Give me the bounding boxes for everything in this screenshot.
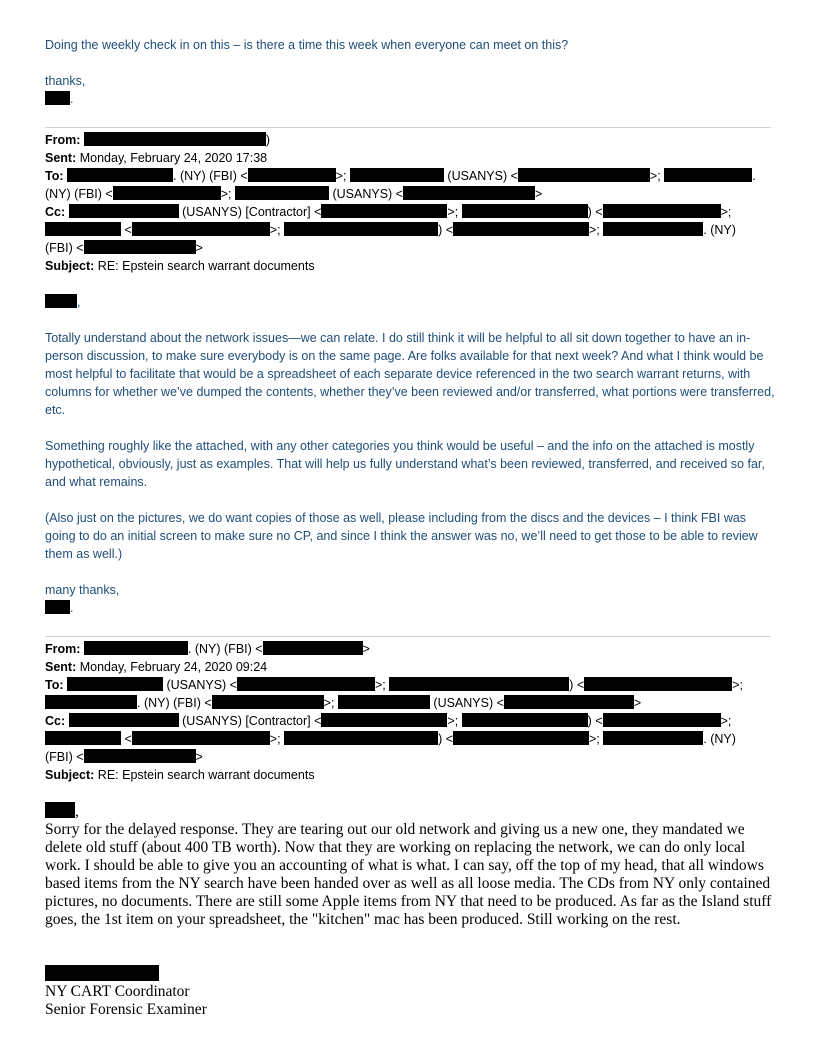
email3-sent: Sent: Monday, February 24, 2020 09:24	[45, 660, 268, 674]
separator	[45, 636, 771, 637]
email3-subject: Subject: RE: Epstein search warrant documents	[45, 768, 315, 782]
redaction	[603, 204, 721, 218]
redaction	[664, 168, 752, 182]
redaction	[603, 222, 703, 236]
email3-to-line2: . (NY) (FBI) < >; (USANYS) < >	[45, 694, 641, 712]
redaction	[45, 731, 121, 745]
redaction	[284, 222, 438, 236]
redaction	[113, 186, 221, 200]
redaction	[338, 695, 430, 709]
email2-cc-line3: (FBI) < >	[45, 241, 203, 255]
redaction	[284, 731, 438, 745]
email2-to-line2: (NY) (FBI) < >; (USANYS) < >	[45, 187, 543, 201]
redaction	[84, 240, 196, 254]
redaction	[518, 168, 650, 182]
email3-cc-line3: (FBI) < >	[45, 750, 203, 764]
redaction	[69, 204, 179, 218]
email2-cc-line1: Cc: (USANYS) [Contractor] < >; ) < >;	[45, 205, 732, 219]
email1-body: Doing the weekly check in on this – is there a time this week when everyone can meet on this?	[45, 38, 569, 52]
email2-sent: Sent: Monday, February 24, 2020 17:38	[45, 151, 268, 165]
email2-from: From: )	[45, 133, 271, 147]
redaction	[132, 222, 270, 236]
redaction	[45, 91, 70, 105]
separator	[45, 127, 771, 128]
email3-body: Sorry for the delayed response. They are tearing out our old network and giving us a new one, they mandated we delete old stuff (about 400 TB worth). Now that they are working on replacing the network, we can do only local work. I should be able to give you an accounting of what is what. I can say, off the top of my head, that all windows based items from the NY search have been handed over as well as all loose media. The CDs from NY only contained pictures, no documents. There are still some Apple items from NY that need to be produced. As far as the Island stuff goes, the 1st item on your spreadsheet, the "kitchen" mac has been produced. Still working on the rest.	[45, 821, 772, 928]
email2-subject: Subject: RE: Epstein search warrant documents	[45, 259, 315, 273]
email2-to-line1: To: . (NY) (FBI) < >; (USANYS) < >; .	[45, 169, 756, 183]
redaction	[235, 186, 329, 200]
redaction	[45, 802, 75, 818]
redaction	[45, 695, 137, 709]
redaction	[504, 695, 634, 709]
redaction	[462, 713, 588, 727]
redaction	[69, 713, 179, 727]
email3-signature-role: Senior Forensic Examiner	[45, 1001, 207, 1018]
email2-signoff: many thanks,	[45, 583, 120, 597]
redaction	[212, 695, 324, 709]
redaction	[603, 731, 703, 745]
redaction	[45, 600, 70, 614]
redaction	[389, 677, 569, 691]
email3-to-line1: To: (USANYS) < >; ) < >;	[45, 678, 743, 692]
redaction	[453, 222, 589, 236]
redaction	[584, 677, 732, 691]
email3-signature-title: NY CART Coordinator	[45, 983, 190, 1000]
email2-cc-line2: < >; ) < >; . (NY)	[45, 221, 736, 239]
redaction	[350, 168, 444, 182]
email2-greeting: ,	[45, 293, 780, 311]
email3-greeting: ,	[45, 802, 775, 821]
redaction	[45, 222, 121, 236]
email3-cc-line1: Cc: (USANYS) [Contractor] < >; ) < >;	[45, 714, 732, 728]
redaction	[67, 677, 163, 691]
redaction	[84, 749, 196, 763]
email3-from: From: . (NY) (FBI) < >	[45, 642, 370, 656]
redaction	[84, 641, 188, 655]
email2-paragraph-3: (Also just on the pictures, we do want copies of those as well, please including from the discs and the devices – I think FBI was going to do an initial screen to make sure no CP, and since I think the answer was no, we’ll need to get those to be able to review them as well.)	[45, 511, 758, 561]
email2-paragraph-2: Something roughly like the attached, with any other categories you think would be useful – and the info on the attached is mostly hypothetical, obviously, just as examples. That will help us fully understand what’s been reviewed, transferred, and received so far, and what remains.	[45, 439, 765, 489]
redaction	[67, 168, 173, 182]
redaction	[603, 713, 721, 727]
redaction	[84, 132, 266, 146]
email1-signature: .	[45, 90, 780, 108]
redaction	[403, 186, 535, 200]
redaction	[132, 731, 270, 745]
redaction	[462, 204, 588, 218]
email2-signature: .	[45, 599, 780, 617]
signature-redaction	[45, 965, 159, 981]
email1-signoff: thanks,	[45, 74, 86, 88]
redaction	[45, 294, 77, 308]
redaction	[321, 204, 447, 218]
email3-cc-line2: < >; ) < >; . (NY)	[45, 730, 736, 748]
redaction	[453, 731, 589, 745]
email2-paragraph-1: Totally understand about the network issues—we can relate. I do still think it will be helpful to all sit down together to have an in-person discussion, to make sure everybody is on the same page. Are folks available for that next week? And what I think would be most helpful to facilitate that would be a spreadsheet of each separate device referenced in the two search warrant returns, with columns for whether we’ve dumped the contents, whether they’ve been reviewed and/or transferred, what portions were transferred, etc.	[45, 331, 775, 417]
redaction	[263, 641, 363, 655]
redaction	[321, 713, 447, 727]
redaction	[237, 677, 375, 691]
redaction	[248, 168, 336, 182]
